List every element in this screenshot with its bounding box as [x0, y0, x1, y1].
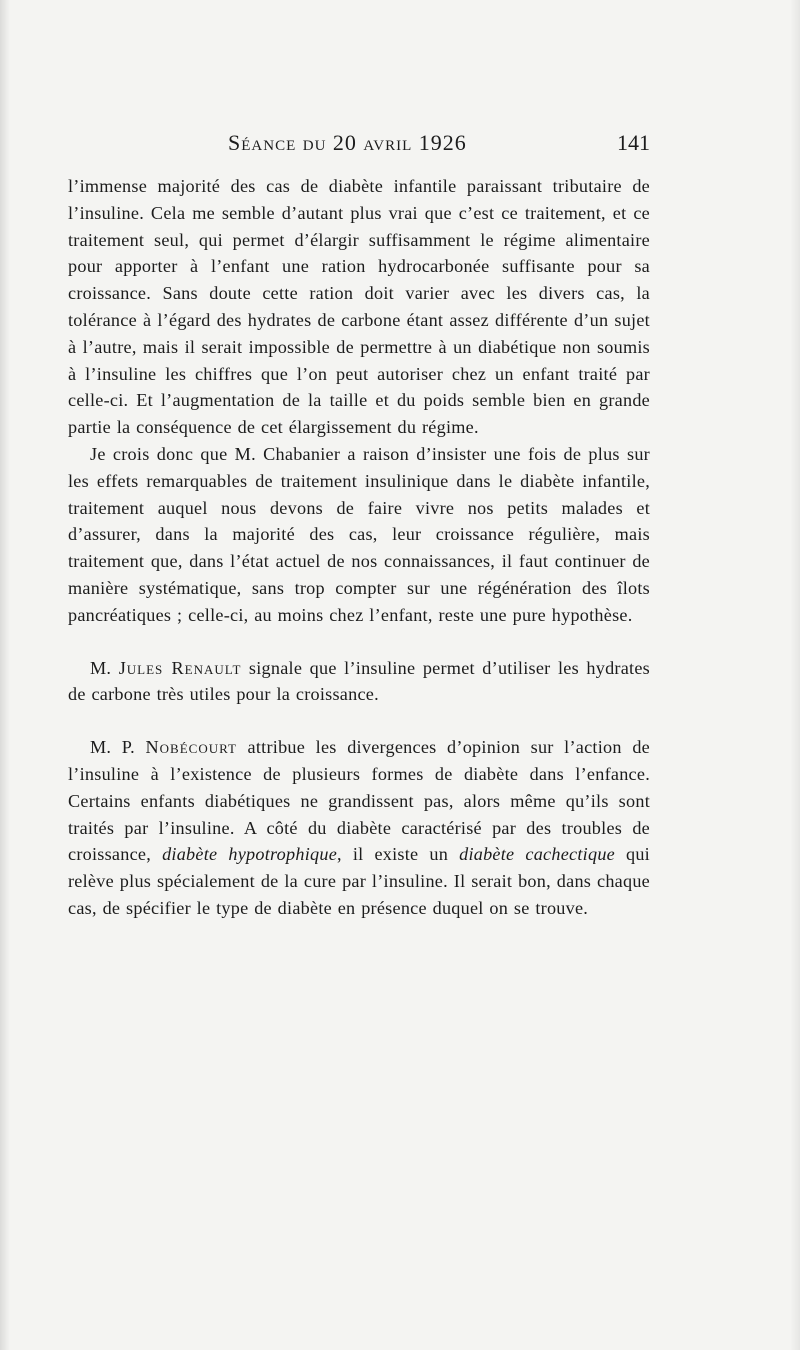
running-title: Séance du 20 avril 1926 — [228, 130, 467, 155]
paragraph-nobecourt — [68, 734, 650, 922]
term-diabete-cachectique: diabète cachectique — [459, 844, 615, 865]
paragraph-renault-text: signale que l’insuline permet d’utiliser les hydrates de carbone très utiles pour la croissance. — [68, 657, 650, 705]
page-number: 141 — [617, 130, 650, 155]
page-edge-shadow-right — [790, 0, 800, 1350]
speaker-prefix: M. P. — [90, 737, 146, 758]
term-diabete-hypotrophique: diabète hypotrophique — [162, 844, 338, 865]
speaker-prefix: M. — [90, 657, 119, 678]
page-edge-shadow-left — [0, 0, 10, 1350]
paragraph-nobecourt-text-1: attribue les divergences d’opinion sur l’action de l’insuline à l’existence de plusieurs formes de diabète dans l’enfance. Certains enfants diabétiques ne grandissent pas, alors même qu’ils sont traités par l’insuline. A côté du diabète caractérisé par des troubles de croissance, — [68, 737, 650, 865]
page-header — [68, 130, 650, 162]
paragraph-renault — [68, 655, 650, 709]
speaker-name-nobecourt: Nobécourt — [145, 737, 237, 758]
paragraph-continuation: l’immense majorité des cas de diabète infantile paraissant tributaire de l’insuline. Cela me semble d’autant plus vrai que c’est ce traitement, et ce traitement seul, qui permet d’élargir suffisamment le régime alimentaire pour apporter à l’enfant une ration hydrocarbonée suffisante pour sa croissance. Sans doute cette ration doit varier avec les divers cas, la tolérance à l’égard des hydrates de carbone étant assez différente d’un sujet à l’autre, mais il serait impossible de permettre à un diabétique non soumis à l’insuline les chiffres que l’on peut autoriser chez un enfant traité par celle-ci. Et l’augmentation de la taille et du poids semble bien en grande partie la conséquence de cet élargissement du régime. — [68, 176, 650, 438]
body-text — [68, 173, 650, 922]
paragraph-chabanier: Je crois donc que M. Chabanier a raison d’insister une fois de plus sur les effets remarquables de traitement insulinique dans le diabète infantile, traitement auquel nous devons de faire vivre nos petits malades et d’assurer, dans la majorité des cas, leur croissance régulière, mais traitement que, dans l’état actuel de nos connaissances, il faut continuer de manière systématique, sans trop compter sur une régénération des îlots pancréatiques ; celle-ci, au moins chez l’enfant, reste une pure hypothèse. — [68, 443, 650, 625]
paragraph-nobecourt-text-2: , il existe un — [337, 844, 460, 865]
speaker-name-renault: Jules Renault — [118, 657, 242, 678]
paragraph-nobecourt-text-3: qui relève plus spécialement de la cure par l’insuline. Il serait bon, dans chaque cas, de spécifier le type de diabète en présence duquel on se trouve. — [68, 844, 650, 918]
